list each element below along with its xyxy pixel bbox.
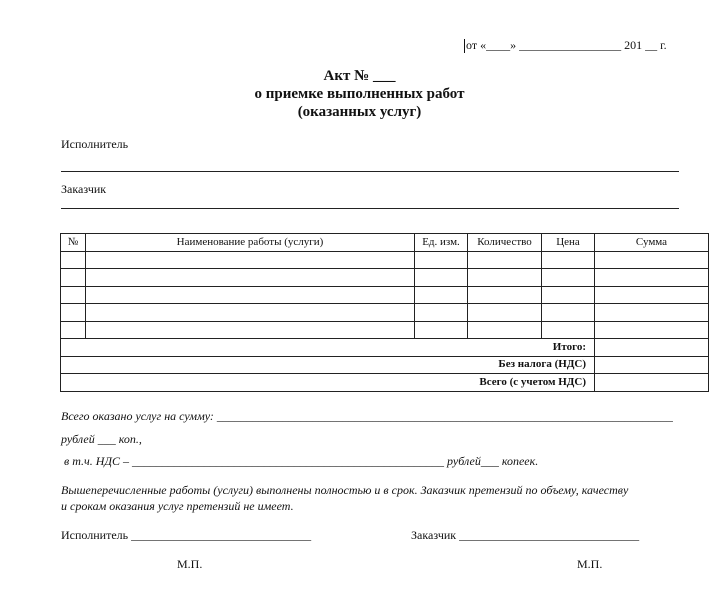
table-cell[interactable] (61, 269, 86, 287)
grand-total-value-cell[interactable] (595, 374, 709, 392)
executor-label: Исполнитель (61, 137, 129, 151)
col-sum: Сумма (595, 234, 709, 252)
table-cell[interactable] (542, 304, 595, 322)
table-row (61, 251, 709, 269)
table-cell[interactable] (415, 304, 468, 322)
table-cell[interactable] (415, 269, 468, 287)
table-cell[interactable] (86, 269, 415, 287)
date-line: от «____» _________________ 201 __ г. (466, 38, 667, 52)
total-row (61, 339, 709, 357)
table-cell[interactable] (86, 251, 415, 269)
stamp-place-left: М.П. (177, 557, 203, 571)
executor-signature: Исполнитель ______________________________ (61, 528, 312, 542)
table-row (61, 286, 709, 304)
table-cell[interactable] (86, 321, 415, 339)
statement-line-2: и срокам оказания услуг претензий не имеет. (61, 499, 294, 513)
col-unit: Ед. изм. (415, 234, 468, 252)
total-label: Итого: (61, 339, 595, 357)
act-title: Акт № ___ (323, 68, 396, 84)
table-cell[interactable] (595, 321, 709, 339)
table-cell[interactable] (542, 269, 595, 287)
table-cell[interactable] (61, 321, 86, 339)
table-row (61, 304, 709, 322)
rubles-line: рублей ___ коп., (61, 432, 142, 446)
col-quantity: Количество (468, 234, 542, 252)
statement-line-1: Вышеперечисленные работы (услуги) выполнены полностью и в срок. Заказчик претензий по объему, качеству (61, 483, 629, 497)
text-cursor (464, 39, 465, 53)
works-table (60, 233, 709, 392)
no-vat-label: Без налога (НДС) (61, 356, 595, 374)
customer-signature: Заказчик ______________________________ (411, 528, 640, 542)
table-cell[interactable] (61, 304, 86, 322)
table-cell[interactable] (468, 269, 542, 287)
table-row (61, 321, 709, 339)
table-cell[interactable] (415, 251, 468, 269)
table-cell[interactable] (542, 251, 595, 269)
table-cell[interactable] (468, 304, 542, 322)
table-cell[interactable] (595, 286, 709, 304)
grand-total-row (61, 374, 709, 392)
table-cell[interactable] (542, 321, 595, 339)
table-cell[interactable] (415, 321, 468, 339)
table-row (61, 269, 709, 287)
no-vat-value-cell[interactable] (595, 356, 709, 374)
table-cell[interactable] (595, 251, 709, 269)
vat-line: в т.ч. НДС – ____________________________________________________ рублей___ копеек. (64, 454, 539, 468)
col-work-name: Наименование работы (услуги) (86, 234, 415, 252)
col-number: № (61, 234, 86, 252)
table-cell[interactable] (86, 286, 415, 304)
table-cell[interactable] (468, 251, 542, 269)
total-value-cell[interactable] (595, 339, 709, 357)
executor-field-line[interactable] (61, 171, 679, 172)
table-cell[interactable] (468, 286, 542, 304)
table-cell[interactable] (86, 304, 415, 322)
customer-field-line[interactable] (61, 208, 679, 209)
table-cell[interactable] (595, 304, 709, 322)
table-cell[interactable] (468, 321, 542, 339)
table-cell[interactable] (61, 251, 86, 269)
col-price: Цена (542, 234, 595, 252)
table-cell[interactable] (415, 286, 468, 304)
grand-total-label: Всего (с учетом НДС) (61, 374, 595, 392)
no-vat-row (61, 356, 709, 374)
act-subtitle: о приемке выполненных работ (254, 86, 465, 102)
table-cell[interactable] (595, 269, 709, 287)
customer-label: Заказчик (61, 182, 107, 196)
act-subtitle-note: (оказанных услуг) (297, 104, 422, 120)
stamp-place-right: М.П. (577, 557, 603, 571)
table-header-row (61, 234, 709, 252)
table-cell[interactable] (542, 286, 595, 304)
sum-line: Всего оказано услуг на сумму: ____________________________________________________________________________ (61, 409, 673, 423)
table-cell[interactable] (61, 286, 86, 304)
